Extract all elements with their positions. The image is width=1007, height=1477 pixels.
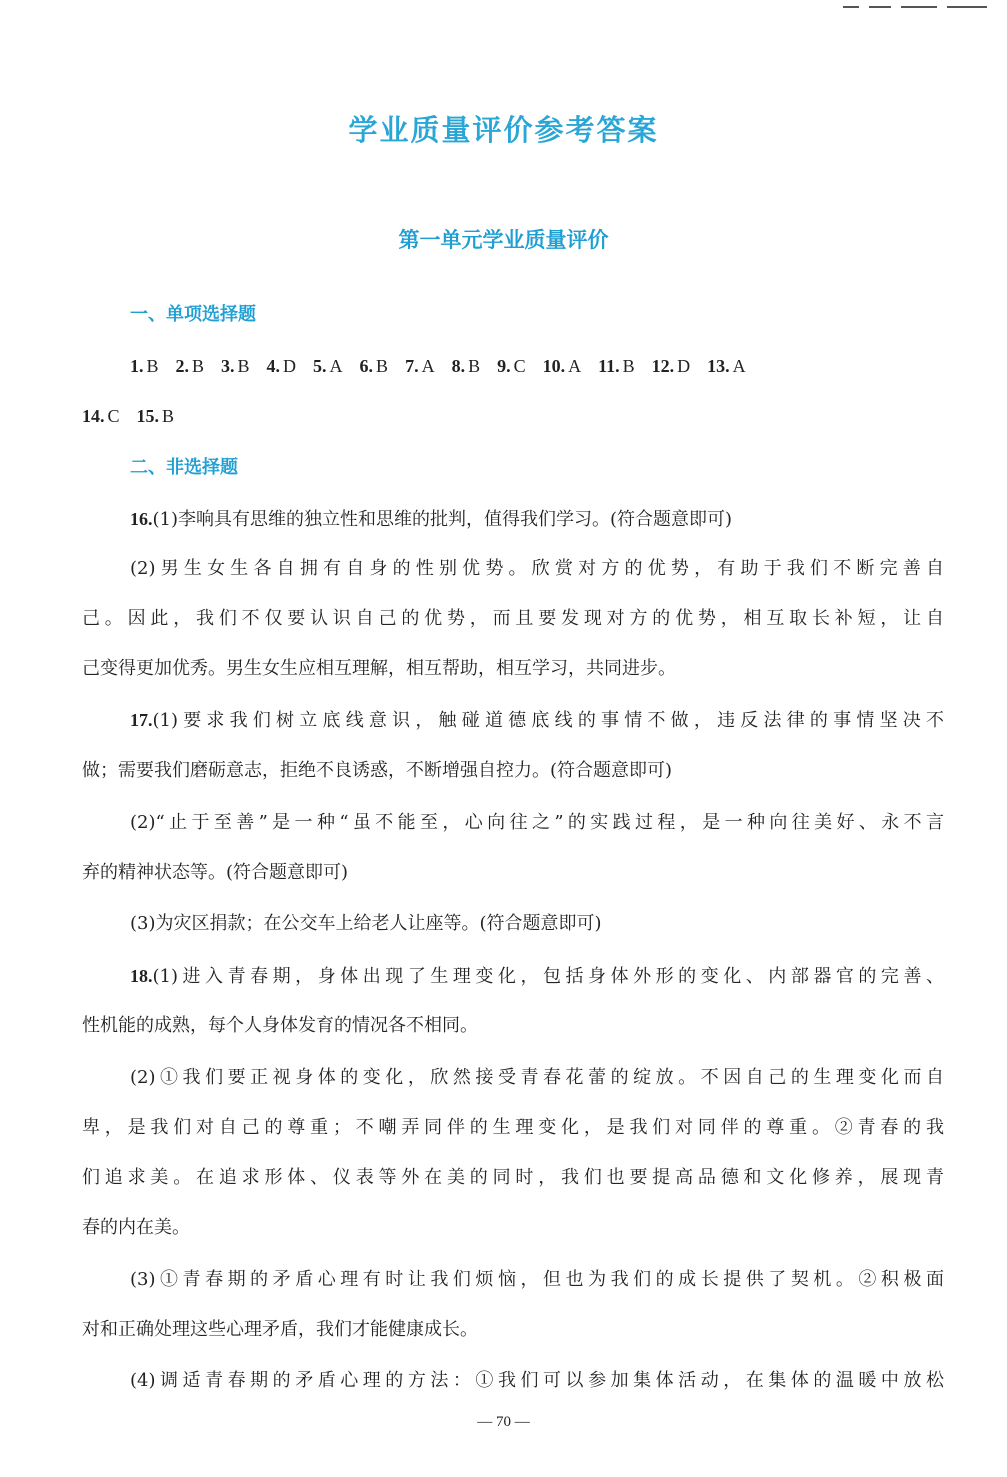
choice-answer — [652, 356, 691, 377]
answer-line-text: 己变得更加优秀。男生女生应相互理解，相互帮助，相互学习，共同进步。 — [82, 658, 676, 679]
answer-line-text: (1)要求我们树立底线意识，触碰道德底线的事情不做，违反法律的事情坚决不 — [152, 710, 944, 731]
answer-line-text: 性机能的成熟，每个人身体发育的情况各不相同。 — [82, 1015, 478, 1036]
question-number: 2. — [175, 356, 190, 376]
answer-letter: A — [421, 356, 435, 376]
answer-letter: B — [237, 356, 250, 376]
answer-line-text: (2)①我们要正视身体的变化，欣然接受青春花蕾的绽放。不因自己的生理变化而自 — [130, 1067, 944, 1088]
answer-line — [130, 809, 944, 837]
choice-answers-row-2 — [82, 402, 191, 431]
choice-answer — [707, 356, 746, 377]
answer-line — [130, 706, 944, 735]
document-title: 学业质量评价参考答案 — [348, 113, 659, 147]
question-number: 5. — [313, 356, 327, 376]
answer-line — [130, 1367, 944, 1395]
choice-answer — [267, 356, 297, 377]
answer-letter: A — [568, 356, 582, 376]
answer-line-text: 们追求美。在追求形体、仪表等外在美的同时，我们也要提高品德和文化修养，展现青 — [82, 1167, 944, 1188]
answer-line-text: (2)男生女生各自拥有自身的性别优势。欣赏对方的优势，有助于我们不断完善自 — [130, 558, 944, 579]
unit-title: 第一单元学业质量评价 — [398, 228, 609, 252]
answer-letter: D — [283, 356, 297, 376]
answer-line — [82, 655, 944, 683]
choice-answer — [313, 356, 343, 377]
answer-line-text: 己。因此，我们不仅要认识自己的优势，而且要发现对方的优势，相互取长补短，让自 — [82, 608, 944, 629]
question-number: 3. — [221, 356, 235, 376]
scan-marks — [843, 6, 987, 8]
question-number: 13. — [707, 356, 730, 376]
question-number: 4. — [266, 356, 281, 376]
question-number: 8. — [451, 356, 466, 376]
answer-letter: B — [376, 356, 389, 376]
answer-letter: A — [329, 356, 343, 376]
choice-answer — [497, 356, 526, 377]
choice-answer — [82, 406, 120, 427]
answer-letter: A — [732, 356, 746, 376]
answer-line-text: 做；需要我们磨砺意志，拒绝不良诱惑，不断增强自控力。(符合题意即可) — [82, 760, 673, 781]
choice-answer — [137, 406, 175, 427]
answer-line — [82, 1012, 944, 1040]
choice-answer — [221, 356, 250, 377]
question-number: 10. — [542, 356, 566, 376]
choice-answer — [176, 356, 205, 377]
answer-line-text: (2)“止于至善”是一种“虽不能至，心向往之”的实践过程，是一种向往美好、永不言 — [130, 812, 944, 833]
question-number: 16. — [130, 509, 153, 529]
answer-line-text: 卑，是我们对自己的尊重；不嘲弄同伴的生理变化，是我们对同伴的尊重。②青春的我 — [82, 1117, 944, 1138]
answer-line — [82, 859, 944, 887]
answer-line — [82, 605, 944, 633]
answer-line — [82, 1114, 944, 1142]
choice-answer — [598, 356, 635, 377]
choice-answer — [360, 356, 389, 377]
answer-line-text: (1)李响具有思维的独立性和思维的批判，值得我们学习。(符合题意即可) — [152, 509, 733, 530]
answer-line — [130, 1266, 944, 1294]
question-number: 7. — [405, 356, 419, 376]
answer-letter: D — [677, 356, 691, 376]
choice-answers-row-1 — [130, 352, 763, 381]
question-number: 1. — [130, 356, 144, 376]
answer-line-text: (1)进入青春期，身体出现了生理变化，包括身体外形的变化、内部器官的完善、 — [152, 966, 944, 987]
answer-letter: B — [622, 356, 635, 376]
answer-line — [82, 1316, 944, 1344]
question-number: 18. — [130, 966, 153, 986]
answer-letter: B — [468, 356, 481, 376]
question-number: 14. — [82, 406, 105, 426]
answer-line — [82, 757, 944, 785]
answer-line — [130, 1064, 944, 1092]
answer-line — [130, 505, 944, 534]
answer-line — [130, 555, 944, 583]
page-number: — 70 — — [477, 1414, 530, 1430]
question-number: 11. — [598, 356, 620, 376]
answer-letter: B — [192, 356, 205, 376]
choice-answer — [405, 356, 435, 377]
answer-line — [130, 962, 944, 991]
section-heading-single-choice: 一、单项选择题 — [130, 304, 256, 325]
question-number: 17. — [130, 710, 153, 730]
section-heading-non-choice: 二、非选择题 — [130, 457, 238, 478]
answer-line-text: 弃的精神状态等。(符合题意即可) — [82, 862, 349, 883]
choice-answer — [452, 356, 481, 377]
answer-line — [82, 1164, 944, 1192]
answer-line-text: 春的内在美。 — [82, 1217, 190, 1238]
choice-answer — [543, 356, 582, 377]
answer-letter: B — [146, 356, 159, 376]
answer-letter: C — [107, 406, 120, 426]
choice-answer — [130, 356, 159, 377]
answer-line — [82, 1214, 944, 1242]
question-number: 15. — [136, 406, 160, 426]
answer-line-text: (3)①青春期的矛盾心理有时让我们烦恼，但也为我们的成长提供了契机。②积极面 — [130, 1269, 944, 1290]
answer-line-text: (4)调适青春期的矛盾心理的方法：①我们可以参加集体活动，在集体的温暖中放松 — [130, 1370, 944, 1391]
question-number: 9. — [497, 356, 511, 376]
answer-line-text: 对和正确处理这些心理矛盾，我们才能健康成长。 — [82, 1319, 478, 1340]
answer-letter: C — [513, 356, 526, 376]
question-number: 12. — [651, 356, 675, 376]
answer-letter: B — [162, 406, 175, 426]
question-number: 6. — [359, 356, 374, 376]
answer-line-text: (3)为灾区捐款；在公交车上给老人让座等。(符合题意即可) — [130, 913, 602, 934]
answer-line — [130, 910, 944, 938]
